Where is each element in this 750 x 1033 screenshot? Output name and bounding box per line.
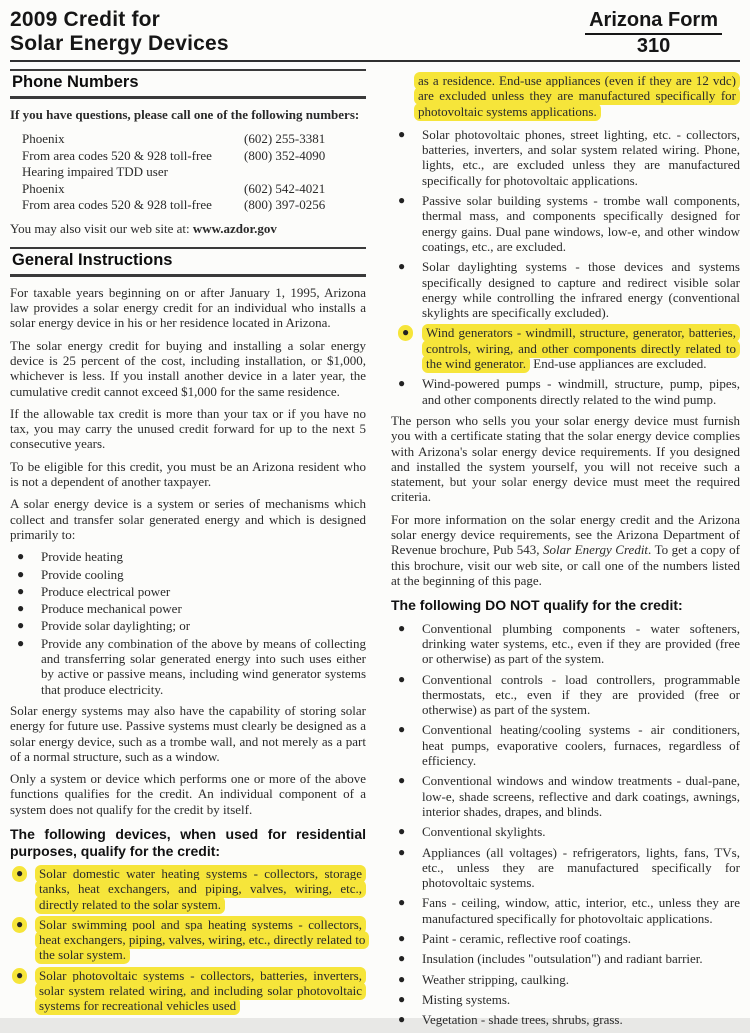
bullet-text: Conventional heating/cooling systems - air conditioners, heat pumps, evaporative coolers, furnaces, regardless of efficiency.: [422, 722, 740, 769]
list-item: [398, 992, 740, 1007]
bullet-text: Conventional windows and window treatments - dual-pane, low-e, shade screens, reflective and dark coatings, awnings, interior shades, drapes, and blinds.: [422, 773, 740, 819]
bullet-text: Fans - ceiling, window, attic, interior, etc., unless they are manufactured specifically for photovoltaic applications.: [422, 895, 740, 926]
bullet-icon: ●: [398, 325, 413, 341]
website-line: [10, 221, 366, 237]
phone-row: [22, 181, 366, 198]
bullet-text: Provide solar daylighting; or: [41, 618, 191, 634]
list-item: [398, 193, 740, 254]
bullet-icon: ●: [12, 866, 27, 882]
website-prefix: You may also visit our web site at:: [10, 220, 193, 236]
phone-numbers-heading: Phone Numbers: [10, 69, 366, 99]
phone-row: [22, 164, 366, 181]
highlighted-text: Solar domestic water heating systems - collectors, storage tanks, heat exchangers, and piping, valves, wiring, etc., directly related to the solar system.: [35, 865, 366, 914]
bullet-text: [35, 866, 366, 912]
bullet-text: Insulation (includes "outsulation") and radiant barrier.: [422, 951, 703, 967]
bullet-text: Provide heating: [41, 549, 123, 565]
page-header: [10, 8, 740, 58]
left-column: [10, 69, 366, 1033]
highlighted-text: Wind generators - windmill, structure, generator, batteries, controls, wiring, and other components directly related to the wind generator.: [422, 324, 740, 373]
paragraph-eligibility: To be eligible for this credit, you must be an Arizona resident who is not a dependent of another taxpayer.: [10, 458, 366, 490]
phone-label: Phoenix: [22, 180, 65, 196]
bullet-text: Weather stripping, caulking.: [422, 971, 569, 987]
bullet-icon: ●: [12, 917, 27, 933]
phone-label: Hearing impaired TDD user: [22, 164, 168, 180]
phone-label: Phoenix: [22, 131, 65, 147]
phone-table: [22, 131, 366, 214]
list-item: [398, 259, 740, 320]
paragraph-storing-energy: Solar energy systems may also have the capability of storing solar energy for future use. Passive systems must clearly be designed as a solar energy device, such as a trombe wall, and not merely as a part of a normal structure, such as a window.: [10, 702, 366, 764]
bullet-icon: ●: [398, 991, 406, 1006]
bullet-icon: ●: [398, 193, 406, 208]
page-title: [10, 8, 229, 55]
list-item: [17, 549, 366, 564]
bullet-icon: ●: [398, 722, 406, 737]
bullet-text: Conventional plumbing components - water softeners, drinking water systems, etc., even if they are provided (free or otherwise) as part of the system.: [422, 620, 740, 667]
right-column: [391, 69, 740, 1033]
bullet-icon: ●: [398, 971, 406, 986]
bullet-icon: ●: [17, 583, 25, 598]
brochure-title: Solar Energy Credit: [543, 542, 649, 558]
phone-number: (800) 397-0256: [244, 197, 326, 213]
bullet-icon: ●: [17, 566, 25, 581]
bullet-icon: ●: [398, 895, 406, 910]
more-info-suffix: . To get a copy of this brochure, visit our web site, or call one of the numbers listed at the beginning of this page.: [391, 542, 740, 588]
form-identifier: [585, 9, 722, 58]
bullet-icon: ●: [398, 844, 406, 859]
bullet-text: [35, 917, 366, 963]
phone-intro: If you have questions, please call one of the following numbers:: [10, 107, 360, 122]
list-item: [398, 972, 740, 987]
highlighted-text: Solar swimming pool and spa heating systems - collectors, heat exchangers, piping, valves, wiring, etc., directly related to the solar system.: [35, 916, 369, 965]
bullet-icon: ●: [17, 549, 25, 564]
header-divider: [10, 60, 740, 62]
bullet-text: Provide any combination of the above by means of collecting and transferring solar generated energy into such uses either by active or passive means, including wind generator systems that produce electricity.: [41, 635, 366, 697]
list-item: [398, 1012, 740, 1027]
list-item: [17, 601, 366, 616]
qualify-bullet-list-continued: [391, 127, 740, 407]
bullet-icon: ●: [17, 635, 25, 650]
page-title-line2: Solar Energy Devices: [10, 31, 229, 55]
bullet-icon: ●: [398, 824, 406, 839]
form-number: 310: [636, 35, 671, 57]
bullet-icon: ●: [398, 259, 406, 274]
bullet-text: Solar daylighting systems - those devices and systems specifically designed to capture and redirect visible solar energy while controlling the infrared energy (conventional skylights are specifically excluded).: [422, 259, 740, 321]
form-name: Arizona Form: [585, 9, 722, 35]
list-item: [398, 845, 740, 891]
phone-row: [22, 148, 366, 165]
phone-number: (602) 255-3381: [244, 131, 326, 147]
bullet-icon: ●: [398, 376, 406, 391]
website-url: www.azdor.gov: [192, 220, 277, 236]
list-item: [398, 951, 740, 966]
bullet-icon: ●: [17, 601, 25, 616]
list-item: [398, 376, 740, 407]
list-item: [398, 621, 740, 667]
paragraph-continuation-highlighted: [414, 73, 740, 119]
bullet-text: Paint - ceramic, reflective roof coatings.: [422, 931, 631, 947]
list-item: [17, 567, 366, 582]
bullet-text: Conventional controls - load controllers, programmable thermostats, etc., even if they are provided (free or otherwise) as part of the system.: [422, 671, 740, 718]
bullet-text: Conventional skylights.: [422, 824, 546, 840]
purpose-bullet-list: [10, 549, 366, 697]
bullet-icon: ●: [398, 1012, 406, 1027]
list-item: [398, 773, 740, 819]
bullet-text: Vegetation - shade trees, shrubs, grass.: [422, 1012, 623, 1028]
bullet-text: Produce mechanical power: [41, 601, 182, 617]
list-item: [17, 618, 366, 633]
bullet-text: [422, 325, 740, 371]
list-item: [398, 931, 740, 946]
bullet-text: Wind-powered pumps - windmill, structure, pump, pipes, and other components directly related to the wind pump.: [422, 376, 740, 407]
list-item-highlighted: [398, 325, 740, 371]
qualify-bullet-list: [10, 866, 366, 1014]
phone-number: (602) 542-4021: [244, 180, 326, 196]
bullet-text: Provide cooling: [41, 566, 124, 582]
general-instructions-heading: General Instructions: [10, 247, 366, 277]
list-item-highlighted: [12, 917, 366, 963]
bullet-text: Misting systems.: [422, 991, 511, 1007]
bullet-icon: ●: [398, 951, 406, 966]
bullet-text: Appliances (all voltages) - refrigerators, lights, fans, TVs, etc., unless they are manufactured specifically for photovoltaic systems.: [422, 844, 740, 891]
more-info-prefix: For more information on the solar energy credit and the Arizona solar energy device requirements, see the Arizona Department of Revenue brochure, Pub 543,: [391, 511, 740, 558]
phone-label: From area codes 520 & 928 toll-free: [22, 197, 212, 213]
two-column-body: [10, 69, 740, 1033]
bullet-icon: ●: [398, 126, 406, 141]
phone-label: From area codes 520 & 928 toll-free: [22, 147, 212, 163]
bullet-text: [35, 968, 366, 1014]
phone-row: [22, 131, 366, 148]
bullet-icon: ●: [398, 671, 406, 686]
phone-number: (800) 352-4090: [244, 147, 326, 163]
phone-row: [22, 197, 366, 214]
donot-qualify-heading: The following DO NOT qualify for the credit:: [391, 597, 683, 614]
bullet-icon: ●: [17, 618, 25, 633]
bullet-icon: ●: [398, 931, 406, 946]
paragraph-credit-amount: The solar energy credit for buying and installing a solar energy device is 25 percent of the cost, including installation, or $1,000, whichever is less. If you install another device in a later year, the cumulative credit cannot exceed $1,000 for the same residence.: [10, 337, 366, 399]
qualify-heading: The following devices, when used for residential purposes, qualify for the credit:: [10, 826, 366, 859]
bullet-text: Passive solar building systems - trombe wall components, thermal mass, and components specifically designed for energy gains. Dual pane windows, low-e, and other window coatings, etc., are excluded.: [422, 193, 740, 254]
bullet-icon: ●: [12, 968, 27, 984]
paragraph-device-definition: A solar energy device is a system or series of mechanisms which collect and transfer solar generated energy and which is designed primarily to:: [10, 496, 366, 542]
plain-text: End-use appliances are excluded.: [530, 356, 707, 372]
list-item-highlighted: [12, 866, 366, 912]
bullet-icon: ●: [398, 773, 406, 788]
paragraph-taxable-years: For taxable years beginning on or after January 1, 1995, Arizona law provides a solar energy credit for an individual who installs a solar energy device in his or her residence located in Arizona.: [10, 284, 366, 331]
bullet-text: Produce electrical power: [41, 583, 171, 599]
paragraph-more-information: [391, 512, 740, 588]
list-item: [17, 636, 366, 697]
paragraph-certificate: The person who sells you your solar energy device must furnish you with a certificate stating that the solar energy device complies with Arizona's solar energy device requirements. If you designed and installed the system yourself, you will not receive such a statement, but your solar energy device must meet the required criteria.: [391, 412, 740, 505]
list-item: [398, 895, 740, 926]
donot-bullet-list: [391, 621, 740, 1028]
bullet-text: Solar photovoltaic phones, street lighting, etc. - collectors, batteries, inverters, and solar system related wiring. Phone, lights, etc., are excluded unless they are manufactured specifically for photovoltaic applications.: [422, 126, 740, 188]
paragraph-carry-forward: If the allowable tax credit is more than your tax or if you have no tax, you may carry the unused credit forward for up to the next 5 consecutive years.: [10, 405, 366, 452]
bullet-icon: ●: [398, 620, 406, 635]
list-item: [398, 824, 740, 839]
list-item: [398, 672, 740, 718]
highlighted-text: as a residence. End-use appliances (even if they are 12 vdc) are excluded unless they are manufactured specifically for photovoltaic systems applications.: [414, 72, 740, 121]
list-item: [398, 722, 740, 768]
list-item: [398, 127, 740, 188]
highlighted-text: Solar photovoltaic systems - collectors, batteries, inverters, solar system related wiring, and including solar photovoltaic systems for recreational vehicles used: [35, 967, 366, 1016]
paragraph-qualifying-system: Only a system or device which performs one or more of the above functions qualifies for the credit. An individual component of a system does not qualify for the credit by itself.: [10, 771, 366, 817]
list-item-highlighted: [12, 968, 366, 1014]
page-title-line1: 2009 Credit for: [10, 8, 161, 31]
list-item: [17, 584, 366, 599]
